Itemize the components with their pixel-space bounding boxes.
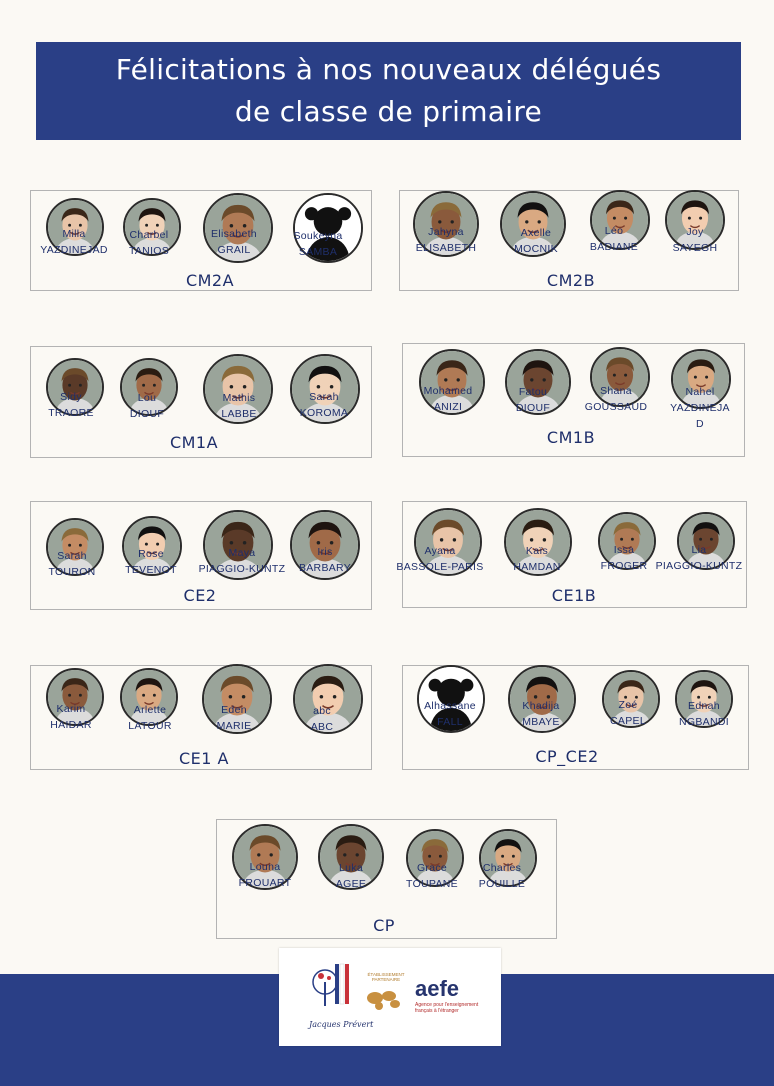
student-first-name: Ayana (424, 545, 456, 557)
student-last-name: ELISABETH (415, 242, 477, 254)
student-first-name: Jahyna (428, 226, 464, 238)
student-name (50, 701, 91, 733)
student-first-name: Mathis (222, 392, 256, 404)
student-name (656, 542, 743, 574)
student-name (673, 224, 718, 256)
student-first-name: Lou (137, 392, 157, 404)
student-name (299, 544, 351, 576)
student-last-name: TEVENOT (125, 564, 177, 576)
student-last-name: TOURON (48, 566, 96, 578)
student-name (416, 224, 476, 256)
student-last-name: MARIE (216, 720, 252, 732)
student-last-name: LABBE (221, 408, 257, 420)
student-name (513, 543, 560, 575)
student-first-name: Arlette (133, 704, 167, 716)
student-first-name: Léo (604, 225, 624, 237)
student-first-name: Kaïs (525, 545, 549, 557)
student-first-name: Alhassane (424, 700, 476, 712)
class-label: CE1 A (179, 749, 229, 768)
class-label: CM1A (169, 433, 219, 452)
student-first-name: Rose (138, 548, 164, 560)
student-first-name: Louna (249, 861, 281, 873)
student-last-name: YAZDINEJA (670, 402, 730, 414)
title-banner (36, 42, 741, 140)
student-name (125, 546, 177, 578)
school-signature: Jacques Prévert (309, 1020, 374, 1029)
student-name (406, 860, 458, 892)
student-name (610, 697, 646, 729)
student-name (590, 223, 638, 255)
student-last-name: HAIDAR (50, 719, 92, 731)
partner-logos (279, 948, 501, 1046)
student-name (199, 545, 286, 577)
student-first-name: Fatou (518, 386, 548, 398)
student-last-name: DIOUF (129, 408, 165, 420)
student-last-name: AGEE (335, 878, 367, 890)
title-line-2: de classe de primaire (234, 95, 543, 128)
student-first-name: Karim (56, 703, 86, 715)
student-name (516, 384, 550, 416)
partner-label: ÉTABLISSEMENT PARTENAIRE (367, 972, 405, 982)
student-first-name: Mohamed (423, 385, 473, 397)
student-last-name: FROUART (238, 877, 292, 889)
student-last-name: GOUSSAUD (584, 401, 648, 413)
student-first-name: Luka (339, 862, 363, 874)
student-name (48, 389, 94, 421)
student-last-name: NGBANDI (679, 716, 729, 728)
student-last-name: CAPEL (610, 715, 646, 727)
student-name (670, 384, 730, 432)
class-label: CM2A (185, 271, 235, 290)
student-name (679, 698, 729, 730)
student-name (585, 383, 648, 415)
student-name (129, 227, 169, 259)
student-name (48, 548, 95, 580)
student-last-name: LATOUR (128, 720, 172, 732)
student-name (424, 698, 476, 730)
student-first-name: Charles (482, 862, 522, 874)
student-name (293, 228, 342, 260)
class-label: CM2B (546, 271, 596, 290)
student-first-name: Axelle (520, 227, 552, 239)
student-last-name: SAYEGH (672, 242, 718, 254)
student-first-name: Shana (600, 385, 632, 397)
student-name (601, 542, 648, 574)
student-first-name: Ednah (688, 700, 720, 712)
student-name (396, 543, 483, 575)
student-first-name: Joy (686, 226, 704, 238)
student-last-name: GRAIL (217, 244, 251, 256)
student-last-name: TOUPANE (406, 878, 458, 890)
student-first-name: Nahel (685, 386, 715, 398)
student-last-name: POUILLE (478, 878, 526, 890)
student-last-name: PIAGGIO-KUNTZ (655, 560, 743, 572)
student-last-name: FROGER (600, 560, 648, 572)
student-last-name: BADIANE (589, 241, 639, 253)
student-name (311, 703, 334, 735)
world-map-icon (365, 988, 405, 1012)
student-last-name: KOROMA (299, 407, 349, 419)
student-last-name: PIAGGIO-KUNTZ (198, 563, 286, 575)
class-label: CE1B (551, 586, 597, 605)
student-name (239, 859, 292, 891)
aefe-logo: aefe (415, 976, 460, 1001)
student-name (300, 389, 348, 421)
student-first-name: Soukeyna (293, 230, 343, 242)
student-first-name: Sarah (309, 391, 339, 403)
student-last-name: BASSOLE-PARIS (396, 561, 484, 573)
student-name (128, 702, 171, 734)
student-last-name: FALL (437, 716, 463, 728)
student-first-name: Maya (228, 547, 256, 559)
class-label: CE2 (183, 586, 217, 605)
student-first-name: Khadija (522, 700, 560, 712)
student-first-name: Iris (317, 546, 333, 558)
student-last-name: ABC (310, 721, 334, 733)
student-first-name: Charbel (129, 229, 169, 241)
student-name (514, 225, 558, 257)
student-name (424, 383, 473, 415)
student-last-name-continued: D (696, 418, 704, 430)
student-name (211, 226, 257, 258)
student-last-name: TRAORE (48, 407, 94, 419)
student-last-name: ANIZI (433, 401, 463, 413)
student-last-name: TANIOS (128, 245, 170, 257)
class-label: CP (373, 916, 395, 935)
student-name (221, 390, 256, 422)
class-label: CP_CE2 (535, 747, 599, 766)
student-first-name: Eden (221, 704, 247, 716)
student-name (336, 860, 366, 892)
student-first-name: Lia (691, 544, 707, 556)
class-label: CM1B (546, 428, 596, 447)
student-name (40, 226, 108, 258)
student-first-name: Sidy (60, 391, 82, 403)
student-first-name: Milla (62, 228, 86, 240)
student-last-name: SAMBA (298, 246, 338, 258)
student-first-name: Sarah (57, 550, 87, 562)
student-first-name: Elisabeth (211, 228, 257, 240)
title-line-1: Félicitations à nos nouveaux délégués (115, 53, 662, 86)
student-name (479, 860, 525, 892)
student-last-name: MBAYE (522, 716, 560, 728)
student-last-name: BARBARY (298, 562, 352, 574)
student-first-name: Grace (416, 862, 448, 874)
student-name (130, 390, 164, 422)
student-first-name: Zoé (618, 699, 638, 711)
student-last-name: YAZDINEJAD (40, 244, 108, 256)
student-first-name: Issa (613, 544, 635, 556)
student-first-name: abc (313, 705, 331, 717)
student-last-name: MOCNIK (514, 243, 558, 255)
aefe-subtitle: Agence pour l'enseignement français à l'étranger (415, 1002, 479, 1014)
student-name (522, 698, 559, 730)
student-last-name: DIOUF (515, 402, 551, 414)
student-name (217, 702, 252, 734)
student-last-name: HAMDAN (513, 561, 561, 573)
